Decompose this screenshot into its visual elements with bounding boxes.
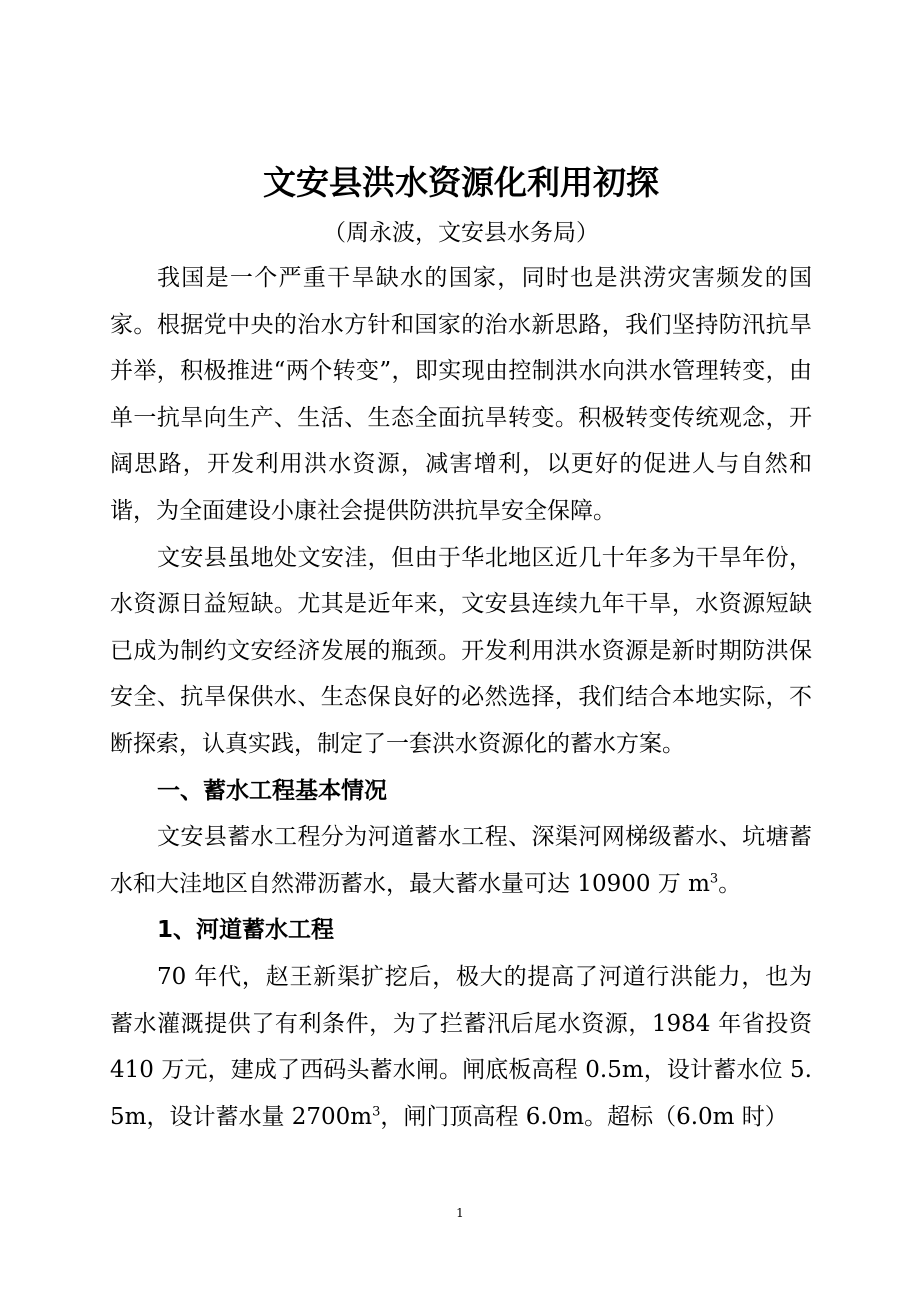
page-number: 1	[456, 1206, 464, 1220]
section-1-text: 文安县蓄水工程分为河道蓄水工程、深渠河网梯级蓄水、坑塘蓄水和大洼地区自然滞沥蓄水，最大蓄水量可达 10900 万 m	[110, 824, 812, 897]
section-1-paragraph	[110, 814, 812, 907]
subsection-heading-1: 1、河道蓄水工程	[157, 917, 335, 944]
subsection-1-text-a: 70 年代，赵王新渠扩挖后，极大的提高了河道行洪能力，也为蓄水灌溉提供了有利条件，为了拦蓄汛后尾水资源，1984 年省投资 410 万元，建成了西码头蓄水闸。闸底板高程 0.5m，设计蓄水位 5.5m，设计蓄水量 2700m	[110, 963, 812, 1130]
section-1-end: 。	[718, 870, 742, 897]
document-title: 文安县洪水资源化利用初探	[263, 163, 659, 202]
section-heading-1: 一、蓄水工程基本情况	[157, 777, 387, 804]
cubic-superscript: 3	[709, 871, 719, 887]
cubic-superscript: 3	[372, 1104, 381, 1120]
intro-paragraph: 我国是一个严重干旱缺水的国家，同时也是洪涝灾害频发的国家。根据党中央的治水方针和国家的治水新思路，我们坚持防汛抗旱并举，积极推进“两个转变”，即实现由控制洪水向洪水管理转变，由单一抗旱向生产、生活、生态全面抗旱转变。积极转变传统观念，开阔思路，开发利用洪水资源，减害增利，以更好的促进人与自然和谐，为全面建设小康社会提供防洪抗旱安全保障。	[110, 265, 812, 524]
background-paragraph: 文安县虽地处文安洼，但由于华北地区近几十年多为干旱年份，水资源日益短缺。尤其是近年来，文安县连续九年干旱，水资源短缺已成为制约文安经济发展的瓶颈。开发利用洪水资源是新时期防洪保安全、抗旱保供水、生态保良好的必然选择，我们结合本地实际，不断探索，认真实践，制定了一套洪水资源化的蓄水方案。	[110, 544, 812, 757]
subsection-1-paragraph	[110, 954, 812, 1140]
subsection-1-text-b: ，闸门顶高程 6.0m。超标（6.0m 时）	[380, 1103, 788, 1130]
document-body	[110, 157, 812, 1140]
author-byline: （周永波，文安县水务局）	[323, 220, 599, 246]
